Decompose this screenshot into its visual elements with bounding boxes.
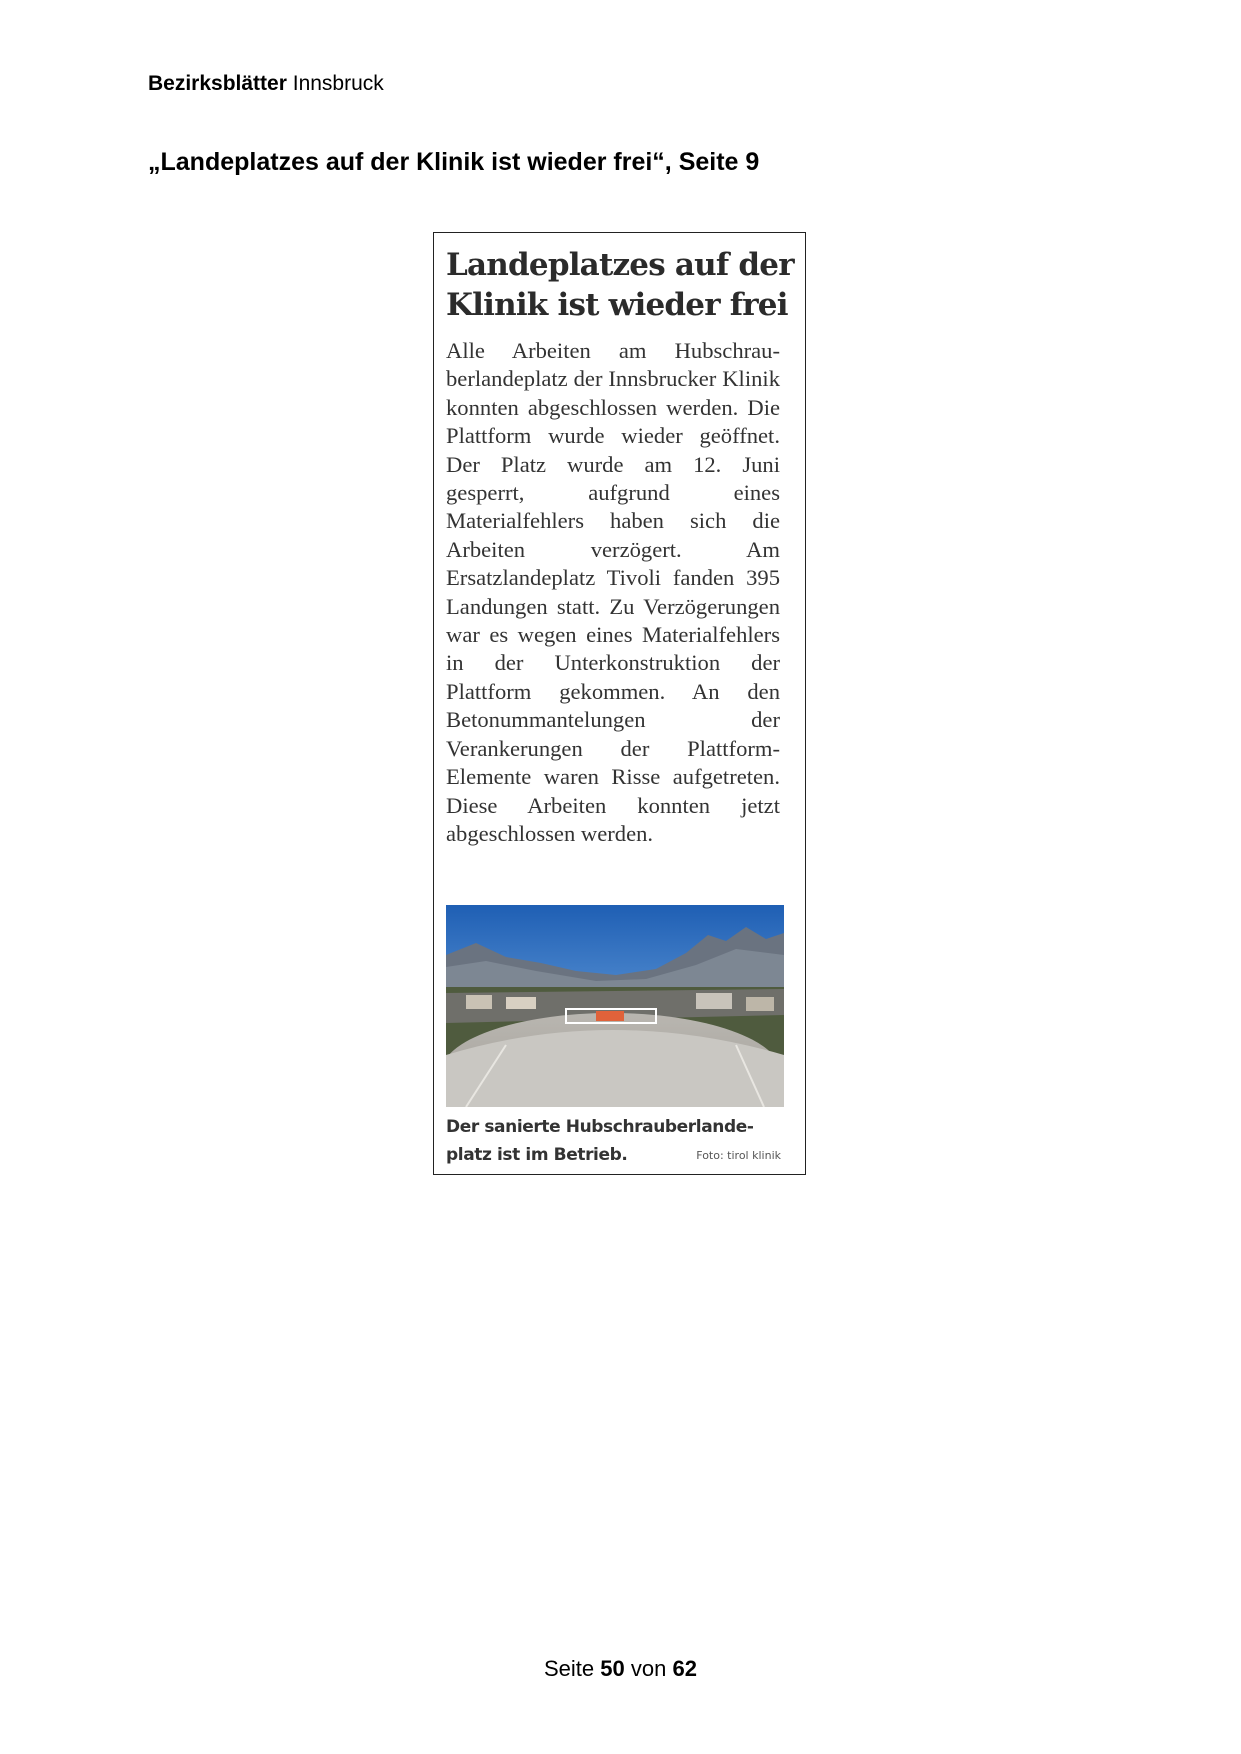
page-footer-prefix: Seite [544,1656,595,1681]
publisher-name: Bezirksblätter [148,72,287,95]
photo-caption-line2: platz ist im Betrieb. [446,1145,628,1165]
helipad-photo [446,905,784,1107]
article-reference: „Landeplatzes auf der Klinik ist wieder frei“, Seite 9 [148,148,760,176]
clipping-title [446,245,796,325]
clipping-body-text: Alle Arbeiten am Hubschrauberlandeplatz der Innsbrucker Klinik konnten abgeschlossen werden. Die Plattform wurde wieder geöffnet. Der Platz wurde am 12. Juni gesperrt, aufgrund eines Materialfehlers haben sich die Arbeiten verzögert. Am Ersatzlandeplatz Tivoli fanden 395 Landungen statt. Zu Verzögerungen war es wegen eines Materialfehlers in der Unterkonstruktion der Plattform gekommen. An den Betonummantelungen der Verankerungen der Plattform-Elemente waren Risse aufgetreten. Diese Arbeiten konnten jetzt abgeschlossen werden. [446,338,780,846]
publisher-region: Innsbruck [292,72,384,95]
newspaper-clipping [433,232,806,1175]
publisher-line [148,72,384,96]
photo-credit: Foto: tirol klinik [696,1149,781,1162]
photo-caption-line1: Der sanierte Hubschrauberlande- [446,1117,754,1137]
page-footer [0,1656,1241,1682]
clipping-title-line2: Klinik ist wieder frei [446,287,788,323]
page-footer-middle: von [630,1656,667,1681]
page-number: 50 [600,1656,625,1681]
page-total: 62 [672,1656,697,1681]
clipping-title-line1: Landeplatzes auf der [446,247,794,283]
